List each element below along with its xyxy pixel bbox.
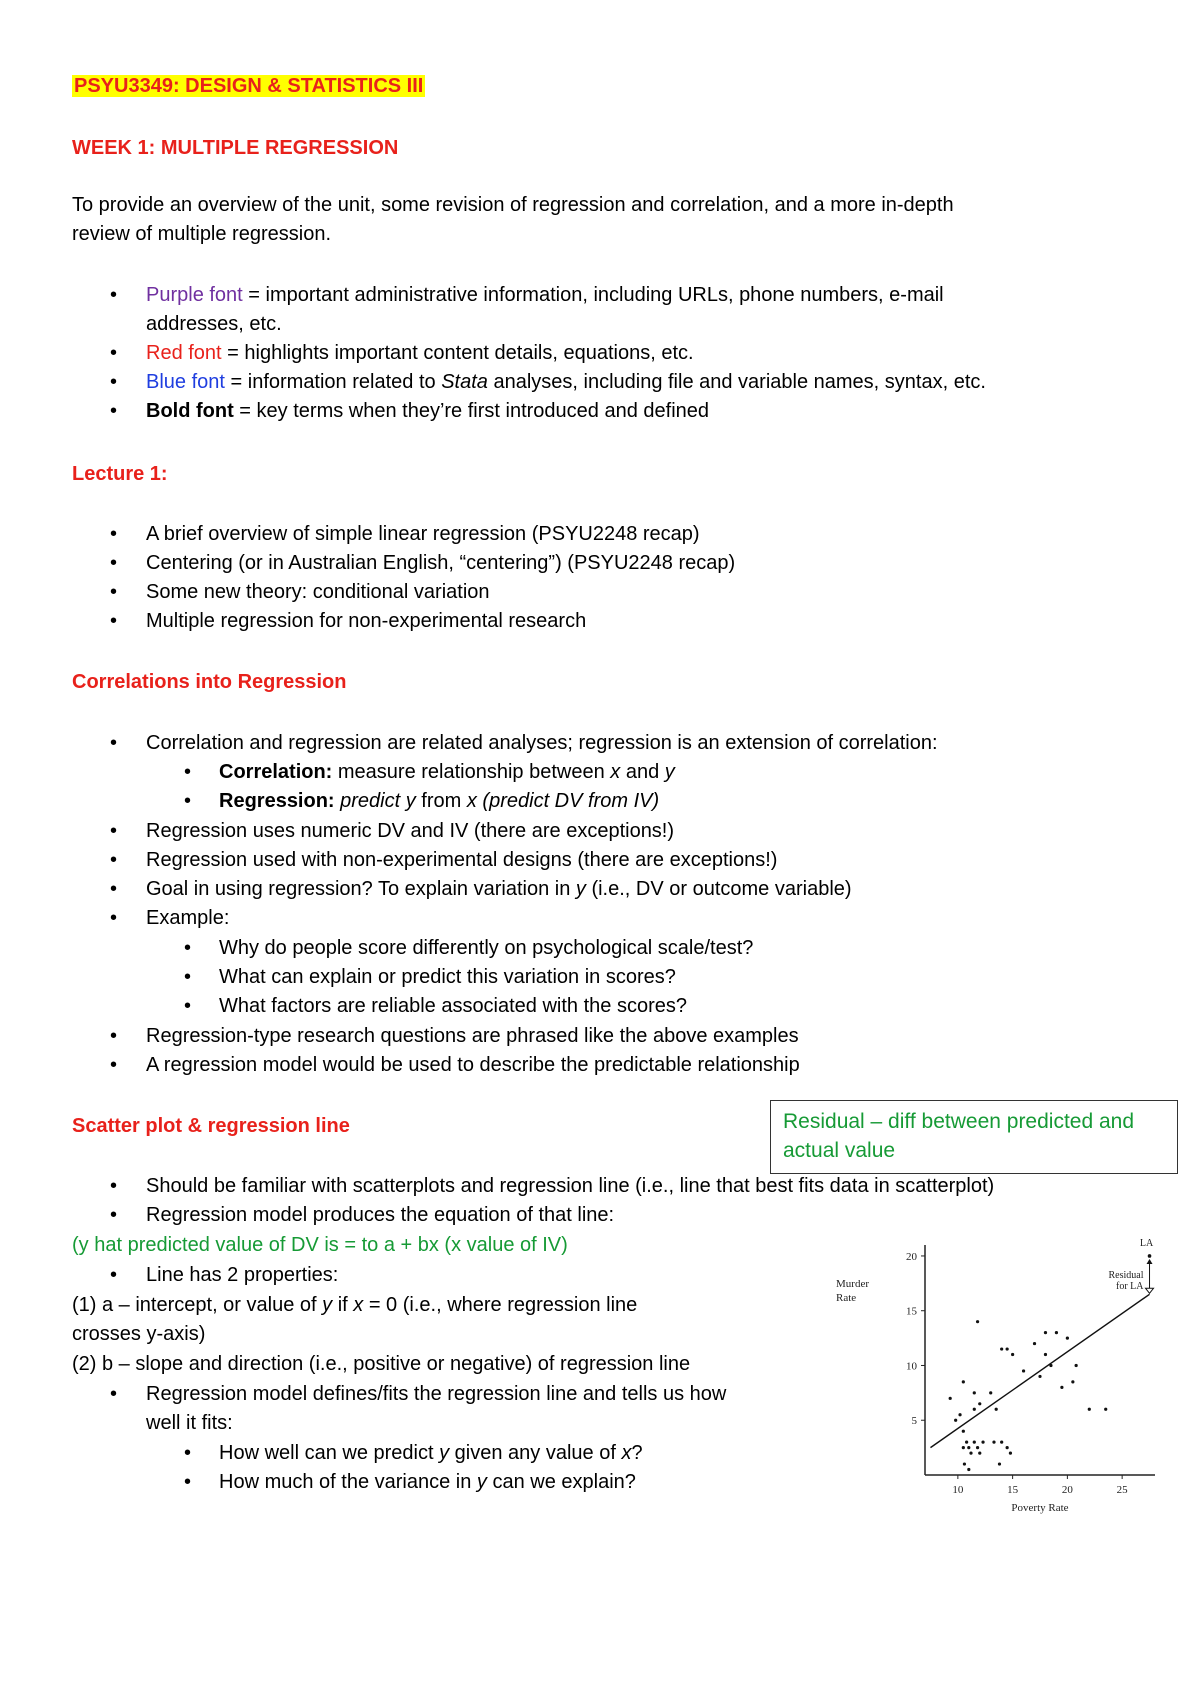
data-point xyxy=(1075,1364,1078,1367)
list-item: Regression model defines/fits the regression line and tells us how xyxy=(146,1383,727,1405)
week-heading: WEEK 1: MULTIPLE REGRESSION xyxy=(72,137,399,159)
data-point xyxy=(954,1419,957,1422)
bullet-icon: • xyxy=(184,937,192,959)
list-item: Regression used with non-experimental designs (there are exceptions!) xyxy=(146,849,778,871)
regression-equation: (y hat predicted value of DV is = to a + bx (x value of IV) xyxy=(72,1234,568,1256)
sub1-a: How well can we predict xyxy=(219,1442,440,1464)
residual-arrowhead xyxy=(1147,1259,1153,1264)
y-tick-label: 5 xyxy=(911,1415,917,1428)
data-point xyxy=(1022,1369,1025,1372)
x-tick-label: 25 xyxy=(1116,1484,1128,1496)
correlation-text: measure relationship between xyxy=(332,761,611,783)
list-item: Regression-type research questions are phrased like the above examples xyxy=(146,1025,799,1047)
data-point-la xyxy=(1148,1254,1152,1258)
residual-note-box: Residual – diff between predicted and actual value xyxy=(770,1100,1178,1174)
sub1-b: given any value of xyxy=(449,1442,622,1464)
data-point xyxy=(962,1430,965,1433)
list-item-goal xyxy=(146,875,852,903)
red-label: Red font xyxy=(146,342,222,364)
prop1-a: (1) a – intercept, or value of xyxy=(72,1294,323,1316)
goal-text-a: Goal in using regression? To explain variation in xyxy=(146,878,576,900)
var-x: x xyxy=(610,761,621,783)
bullet-icon: • xyxy=(110,1204,118,1226)
data-point xyxy=(1000,1347,1003,1350)
property-1-cont: crosses y-axis) xyxy=(72,1323,206,1345)
bullet-icon: • xyxy=(110,849,118,871)
data-point xyxy=(1006,1446,1009,1449)
var-x: x xyxy=(466,790,477,812)
data-point xyxy=(1038,1375,1041,1378)
list-item: A regression model would be used to describe the predictable relationship xyxy=(146,1054,800,1076)
data-point xyxy=(973,1408,976,1411)
bullet-icon: • xyxy=(110,1025,118,1047)
y-tick-label: 15 xyxy=(906,1305,917,1318)
data-point xyxy=(1011,1353,1014,1356)
regression-term: Regression: xyxy=(219,790,335,812)
data-point xyxy=(995,1408,998,1411)
list-item: Multiple regression for non-experimental research xyxy=(146,610,587,632)
data-point xyxy=(978,1402,981,1405)
list-item-predict xyxy=(219,1439,643,1467)
sub1-c: ? xyxy=(631,1442,643,1464)
bullet-icon: • xyxy=(110,1383,118,1405)
data-point xyxy=(1071,1380,1074,1383)
list-item: What can explain or predict this variation in scores? xyxy=(219,966,676,988)
doc-title xyxy=(72,72,425,100)
scatter-plot xyxy=(830,1235,1170,1535)
bullet-icon: • xyxy=(110,878,118,900)
data-point xyxy=(1055,1331,1058,1334)
var-y: y xyxy=(664,761,675,783)
purple-label: Purple font xyxy=(146,284,243,306)
data-point xyxy=(1066,1336,1069,1339)
data-point xyxy=(1009,1451,1012,1454)
bullet-icon: • xyxy=(184,761,192,783)
list-item-cont: well it fits: xyxy=(146,1412,233,1434)
data-point xyxy=(958,1413,961,1416)
regression-line xyxy=(930,1294,1149,1447)
data-point xyxy=(1049,1364,1052,1367)
list-item: Example: xyxy=(146,907,230,929)
correlation-term: Correlation: xyxy=(219,761,333,783)
bullet-icon: • xyxy=(110,342,118,364)
list-item: Some new theory: conditional variation xyxy=(146,581,490,603)
data-point xyxy=(962,1380,965,1383)
list-item-correlation xyxy=(219,758,675,786)
data-point xyxy=(1033,1342,1036,1345)
data-point xyxy=(962,1446,965,1449)
list-item-regression xyxy=(219,787,659,815)
bullet-icon: • xyxy=(110,1175,118,1197)
scatter-heading: Scatter plot & regression line xyxy=(72,1115,350,1137)
data-point xyxy=(1044,1353,1047,1356)
x-axis-label: Poverty Rate xyxy=(1011,1502,1069,1514)
list-item: Correlation and regression are related analyses; regression is an extension of correlation: xyxy=(146,732,938,754)
annotation-label: LA xyxy=(1139,1237,1154,1249)
data-point xyxy=(1044,1331,1047,1334)
legend-purple-cont: addresses, etc. xyxy=(146,313,282,335)
bullet-icon: • xyxy=(110,907,118,929)
data-point xyxy=(976,1446,979,1449)
lecture-heading: Lecture 1: xyxy=(72,463,168,485)
and-text: and xyxy=(620,761,665,783)
var-y: y xyxy=(322,1294,333,1316)
data-point xyxy=(973,1441,976,1444)
var-y: y xyxy=(439,1442,450,1464)
intro-line-2: review of multiple regression. xyxy=(72,223,331,245)
data-point xyxy=(981,1441,984,1444)
bullet-icon: • xyxy=(110,284,118,306)
predict-paren: (predict DV from IV) xyxy=(476,790,660,812)
bullet-icon: • xyxy=(110,610,118,632)
blue-text-b: analyses, including file and variable names, syntax, etc. xyxy=(487,371,986,393)
y-axis-label: Murder xyxy=(836,1278,869,1290)
bullet-icon: • xyxy=(110,371,118,393)
bullet-icon: • xyxy=(110,1264,118,1286)
bullet-icon: • xyxy=(110,820,118,842)
data-point xyxy=(949,1397,952,1400)
list-item: Line has 2 properties: xyxy=(146,1264,339,1286)
var-y: y xyxy=(476,1471,487,1493)
from-text: from xyxy=(415,790,467,812)
list-item: Regression model produces the equation of that line: xyxy=(146,1204,615,1226)
purple-text: = important administrative information, including URLs, phone numbers, e-mail xyxy=(242,284,944,306)
list-item: Why do people score differently on psychological scale/test? xyxy=(219,937,754,959)
legend-bold xyxy=(146,397,709,425)
data-point xyxy=(965,1441,968,1444)
bullet-icon: • xyxy=(184,1471,192,1493)
data-point xyxy=(969,1451,972,1454)
sub2-a: How much of the variance in xyxy=(219,1471,477,1493)
list-item: What factors are reliable associated with the scores? xyxy=(219,995,687,1017)
bullet-icon: • xyxy=(110,400,118,422)
data-point xyxy=(1006,1347,1009,1350)
bullet-icon: • xyxy=(110,552,118,574)
blue-text-a: = information related to xyxy=(224,371,442,393)
x-tick-label: 15 xyxy=(1007,1484,1019,1496)
bullet-icon: • xyxy=(184,966,192,988)
bullet-icon: • xyxy=(184,995,192,1017)
legend-blue xyxy=(146,368,986,396)
var-y: y xyxy=(405,790,416,812)
prop1-c: = 0 (i.e., where regression line xyxy=(363,1294,638,1316)
property-2: (2) b – slope and direction (i.e., positive or negative) of regression line xyxy=(72,1353,691,1375)
legend-purple xyxy=(146,281,944,309)
bullet-icon: • xyxy=(110,523,118,545)
var-y: y xyxy=(575,878,586,900)
annotation-label: for LA xyxy=(1116,1280,1144,1292)
list-item: Should be familiar with scatterplots and regression line (i.e., line that best fits data in scatterplot) xyxy=(146,1175,995,1197)
x-tick-label: 10 xyxy=(952,1484,964,1496)
bold-text: = key terms when they’re first introduced and defined xyxy=(233,400,710,422)
data-point xyxy=(967,1446,970,1449)
data-point xyxy=(978,1451,981,1454)
legend-red xyxy=(146,339,694,367)
red-text: = highlights important content details, equations, etc. xyxy=(221,342,694,364)
sub2-b: can we explain? xyxy=(486,1471,636,1493)
list-item: Centering (or in Australian English, “centering”) (PSYU2248 recap) xyxy=(146,552,736,574)
data-point xyxy=(1088,1408,1091,1411)
data-point xyxy=(998,1462,1001,1465)
annotation-label: Residual xyxy=(1108,1269,1144,1281)
goal-text-b: (i.e., DV or outcome variable) xyxy=(585,878,852,900)
prop1-b: if xyxy=(332,1294,354,1316)
doc-title-text: PSYU3349: DESIGN & STATISTICS III xyxy=(74,75,424,97)
data-point xyxy=(989,1391,992,1394)
data-point xyxy=(1000,1441,1003,1444)
intro-line-1: To provide an overview of the unit, some revision of regression and correlation, and a more in-depth xyxy=(72,194,954,216)
predict-text: predict xyxy=(334,790,406,812)
data-point xyxy=(973,1391,976,1394)
data-point xyxy=(976,1320,979,1323)
bullet-icon: • xyxy=(110,732,118,754)
data-point xyxy=(992,1441,995,1444)
bullet-icon: • xyxy=(110,1054,118,1076)
bullet-icon: • xyxy=(110,581,118,603)
data-point xyxy=(1060,1386,1063,1389)
data-point xyxy=(967,1468,970,1471)
var-x: x xyxy=(621,1442,632,1464)
x-tick-label: 20 xyxy=(1061,1484,1073,1496)
list-item: Regression uses numeric DV and IV (there are exceptions!) xyxy=(146,820,675,842)
blue-text-stata: Stata xyxy=(441,371,488,393)
blue-label: Blue font xyxy=(146,371,225,393)
var-x: x xyxy=(353,1294,364,1316)
bullet-icon: • xyxy=(184,1442,192,1464)
y-tick-label: 20 xyxy=(906,1250,917,1263)
list-item-variance xyxy=(219,1468,636,1496)
data-point xyxy=(963,1462,966,1465)
list-item: A brief overview of simple linear regression (PSYU2248 recap) xyxy=(146,523,700,545)
regression-point-marker xyxy=(1146,1288,1154,1293)
correlations-heading: Correlations into Regression xyxy=(72,671,347,693)
bold-label: Bold font xyxy=(146,400,234,422)
bullet-icon: • xyxy=(184,790,192,812)
y-tick-label: 10 xyxy=(906,1360,917,1373)
data-point xyxy=(1104,1408,1107,1411)
y-axis-label: Rate xyxy=(836,1292,857,1304)
property-1 xyxy=(72,1291,637,1319)
